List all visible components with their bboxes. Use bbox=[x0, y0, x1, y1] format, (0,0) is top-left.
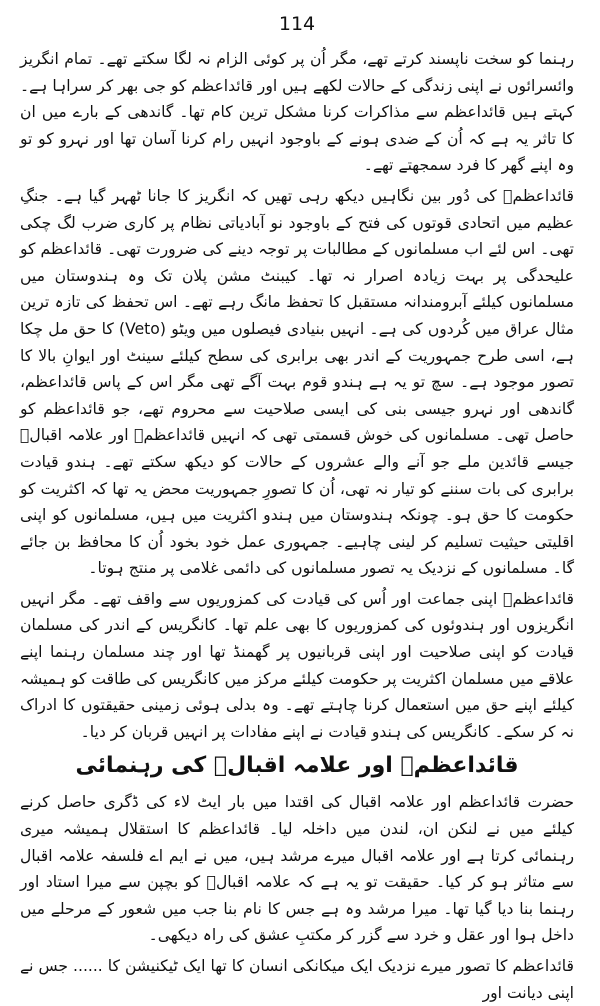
section-heading: قائداعظمؒ اور علامہ اقبالؒ کی رہنمائی bbox=[75, 753, 519, 779]
paragraph-4: حضرت قائداعظم اور علامہ اقبال کی اقتدا میں بار ایٹ لاء کی ڈگری حاصل کرنے کیلئے میں نے لنکن ان، لندن میں داخلہ لیا۔ قائداعظم کا استقلال ہمیشہ میری رہنمائی کرتا ہے اور علامہ اقبال میرے مرشد ہیں، میں نے ایم اے فلسفہ علامہ اقبال سے متاثر ہو کر کیا۔ حقیقت تو یہ ہے کہ علامہ اقبالؒ کو بچپن سے میرا استاد اور رہنما بنا دیا گیا تھا۔ میرا مرشد وہ ہے جس کا نام بنا جب میں شعور کے مرحلے میں داخل ہوا اور عقل و خرد سے گزر کر مکتبِ عشق کی راہ دیکھی۔ bbox=[20, 793, 574, 945]
paragraph-2: قائداعظمؒ کی دُور بین نگاہیں دیکھ رہی تھیں کہ انگریز کا جانا ٹھہر گیا ہے۔ جنگِ عظیم میں اتحادی قوتوں کی فتح کے باوجود نو آبادیاتی نظام پر کاری ضرب لگ چکی تھی۔ اس لئے اب مسلمانوں کے مطالبات پر توجہ دینے کی ضرورت تھی۔ قائداعظم کو علیحدگی پر بہت زیادہ اصرار نہ تھا۔ کیبنٹ مشن پلان تک وہ ہندوستان میں مسلمانوں کیلئے آبرومندانہ مستقبل کا تحفظ مانگ رہے تھے۔ اس تحفظ کی تازہ ترین مثال عراق میں کُردوں کی ہے۔ انہیں بنیادی فیصلوں میں ویٹو (Veto) کا حق مل چکا ہے، اسی طرح جمہوریت کے اندر بھی برابری کی سطح کیلئے سینٹ اور ایوانِ بالا کا تصور موجود ہے۔ سچ تو یہ ہے ہندو قوم بہت آگے تھی مگر اس کے پاس قائداعظم، گاندھی اور نہرو جیسی بنی کی ایسی صلاحیت سے محروم تھے، جو قائداعظم کو حاصل تھی۔ مسلمانوں کی خوش قسمتی تھی کہ انہیں قائداعظمؒ اور علامہ اقبالؒ جیسے قائدین ملے جو آنے والے عشروں کے حالات کو دیکھ سکتے تھے۔ ہندو قیادت برابری کی بات سننے کو تیار نہ تھی، اُن کا تصورِ جمہوریت محض یہ تھا کہ اکثریت کو حکومت کا حق ہو۔ چونکہ ہندوستان میں ہندو اکثریت میں ہیں، مسلمانوں کو اپنی اقلیتی حیثیت تسلیم کر لینی چاہیے۔ جمہوری عمل خود بخود اُن کا محافظ بن جائے گا۔ مسلمانوں کے نزدیک یہ تصور مسلمانوں کی دائمی غلامی پر منتج ہوتا۔ bbox=[20, 186, 574, 578]
paragraph-1: رہنما کو سخت ناپسند کرتے تھے، مگر اُن پر کوئی الزام نہ لگا سکتے تھے۔ تمام انگریز وائسرائوں نے اپنی زندگی کے حالات لکھے ہیں اور قائداعظم کو جی بھر کر سراہا ہے۔ کہتے ہیں قائداعظم سے مذاکرات کرنا مشکل ترین کام تھا۔ گاندھی کے بارے میں ان کا تاثر یہ ہے کہ اُن کے ضدی ہونے کے باوجود انہیں رام کرنا آسان تھا اور نہرو کو تو وہ اپنے گھر کا فرد سمجھتے تھے۔ bbox=[19, 50, 574, 175]
paragraph-3: قائداعظمؒ اپنی جماعت اور اُس کی قیادت کی کمزوریوں سے واقف تھے۔ مگر انہیں انگریزوں اور ہندوئوں کی کمزوریوں کا بھی علم تھا۔ کانگریس کے اندر کی مسلمان قیادت کو اپنی صلاحیت اور اپنی قربانیوں پر گھمنڈ تھا اور چند مسلمان رہنما اپنے علاقے میں مسلمان اکثریت پر حکومت کیلئے مرکز میں کانگریس کی طاقت کو ہمیشہ کیلئے اپنے حق میں استعمال کرنا چاہتے تھے۔ وہ بدلی ہوئی زمینی حقیقتوں کا ادراک نہ کر سکے۔ کانگریس کی ہندو قیادت نے اپنے مفادات پر انہیں قربان کر دیا۔ bbox=[20, 589, 574, 741]
page-number: 114 bbox=[278, 13, 316, 35]
paragraph-5: قائداعظم کا تصور میرے نزدیک ایک میکانکی انسان کا تھا ایک ٹیکنیشن کا ...... جس نے اپنی دیانت اور bbox=[20, 957, 574, 1002]
